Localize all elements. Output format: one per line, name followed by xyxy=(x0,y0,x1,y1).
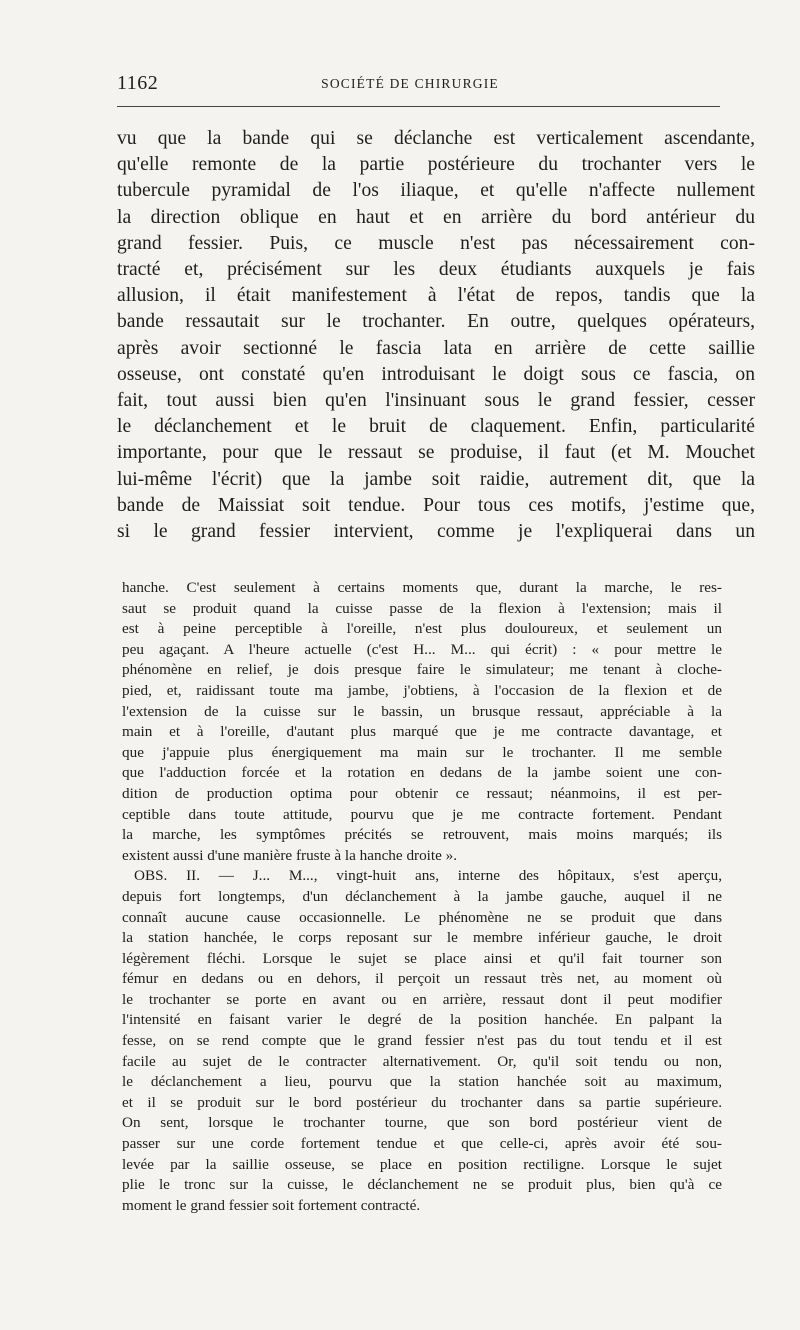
note-line: dition de production optima pour obtenir ce ressaut; néanmoins, il est per- xyxy=(122,784,722,802)
text-line: vu que la bande qui se déclanche est verticalement ascendante, xyxy=(117,128,755,149)
note-line: le trochanter se porte en avant ou en arrière, ressaut dont il peut modifier xyxy=(122,990,722,1008)
note-line: pied, et, raidissant toute ma jambe, j'obtiens, à l'occasion de la flexion et de xyxy=(122,681,722,699)
text-line: si le grand fessier intervient, comme je l'expliquerai dans un xyxy=(117,521,755,543)
footnote-text xyxy=(122,578,722,1216)
note-line: le déclanchement a lieu, pourvu que la station hanchée soit au maximum, xyxy=(122,1073,722,1091)
note-line: existent aussi d'une manière fruste à la hanche droite ». xyxy=(122,846,458,864)
text-line: lui-même l'écrit) que la jambe soit raidie, autrement dit, que la xyxy=(117,468,755,490)
text-line: tracté et, précisément sur les deux étudiants auxquels je fais xyxy=(117,259,755,281)
note-line: que l'adduction forcée et la rotation en dedans de la jambe soient une con- xyxy=(122,764,722,782)
text-line: fait, tout aussi bien qu'en l'insinuant sous le grand fessier, cesser xyxy=(117,390,755,412)
text-line: tubercule pyramidal de l'os iliaque, et qu'elle n'affecte nullement xyxy=(117,180,755,202)
note-line: peu agaçant. A l'heure actuelle (c'est H... M... qui écrit) : « pour mettre le xyxy=(122,640,722,658)
text-line: bande ressautait sur le trochanter. En outre, quelques opérateurs, xyxy=(117,311,755,333)
text-line: grand fessier. Puis, ce muscle n'est pas nécessairement con- xyxy=(117,232,755,254)
note-line: ceptible dans toute attitude, pourvu que je me contracte fortement. Pendant xyxy=(122,805,722,823)
text-line: le déclanchement et le bruit de claquement. Enfin, particularité xyxy=(117,416,755,438)
note-line: passer sur une corde fortement tendue et que celle-ci, après avoir été sou- xyxy=(122,1135,722,1153)
note-line: l'intensité en faisant varier le degré de la position hanchée. En palpant la xyxy=(122,1011,722,1029)
text-line: osseuse, ont constaté qu'en introduisant le doigt sous ce fascia, on xyxy=(117,363,755,385)
note-line: facile au sujet de le contracter alternativement. Or, qu'il soit tendu ou non, xyxy=(122,1052,722,1070)
note-line: OBS. II. — J... M..., vingt-huit ans, interne des hôpitaux, s'est aperçu, xyxy=(134,867,722,885)
running-head: SOCIÉTÉ DE CHIRURGIE xyxy=(321,76,499,91)
note-line: fesse, on se rend compte que le grand fessier n'est pas du tout tendu et il est xyxy=(122,1032,722,1050)
note-line: main et à l'oreille, d'autant plus marqué que je me contracte davantage, et xyxy=(122,723,722,741)
text-line: qu'elle remonte de la partie postérieure du trochanter vers le xyxy=(117,154,755,176)
note-line: phénomène en relief, je dois presque faire le simulateur; me tenant à cloche- xyxy=(122,661,722,679)
note-line: est à peine perceptible à l'oreille, n'est plus douloureux, et seulement un xyxy=(122,620,722,638)
text-line: importante, pour que le ressaut se produise, il faut (et M. Mouchet xyxy=(117,442,755,464)
note-line: la marche, les symptômes précités se retrouvent, mais moins marqués; ils xyxy=(122,826,722,844)
text-line: bande de Maissiat soit tendue. Pour tous ces motifs, j'estime que, xyxy=(117,494,755,516)
text-line: la direction oblique en haut et en arrière du bord antérieur du xyxy=(117,206,755,228)
page-number: 1162 xyxy=(117,72,159,94)
note-line: et il se produit sur le bord postérieur du trochanter dans sa partie supérieure. xyxy=(122,1093,722,1111)
note-line: connaît aucune cause occasionnelle. Le phénomène ne se produit que dans xyxy=(122,908,722,926)
note-line: levée par la saillie osseuse, se place en position rectiligne. Lorsque le sujet xyxy=(122,1155,722,1173)
main-text xyxy=(117,126,755,545)
note-line: que j'appuie plus énergiquement ma main sur le trochanter. Il me semble xyxy=(122,743,722,761)
text-line: après avoir sectionné le fascia lata en arrière de cette saillie xyxy=(117,337,755,359)
note-line: On sent, lorsque le trochanter tourne, que son bord postérieur vient de xyxy=(122,1114,722,1132)
note-line: la station hanchée, le corps reposant sur le membre inférieur gauche, le droit xyxy=(122,929,722,947)
note-line: légèrement fléchi. Lorsque le sujet se place ainsi et qu'il fait tourner son xyxy=(122,949,722,967)
note-line: plie le tronc sur la cuisse, le déclanchement ne se produit plus, bien qu'à ce xyxy=(122,1176,722,1194)
header-rule xyxy=(117,106,720,107)
note-line: hanche. C'est seulement à certains moments que, durant la marche, le res- xyxy=(122,579,722,596)
text-line: allusion, il était manifestement à l'état de repos, tandis que la xyxy=(117,285,755,307)
note-line: fémur en dedans ou en dehors, il perçoit un ressaut très net, au moment où xyxy=(122,970,722,988)
note-line: l'extension de la cuisse sur le bassin, un brusque ressaut, appréciable à la xyxy=(122,702,722,720)
note-line: moment le grand fessier soit fortement contracté. xyxy=(122,1196,421,1214)
note-line: depuis fort longtemps, d'un déclanchement à la jambe gauche, auquel il ne xyxy=(122,887,722,905)
note-line: saut se produit quand la cuisse passe de la flexion à l'extension; mais il xyxy=(122,599,722,617)
